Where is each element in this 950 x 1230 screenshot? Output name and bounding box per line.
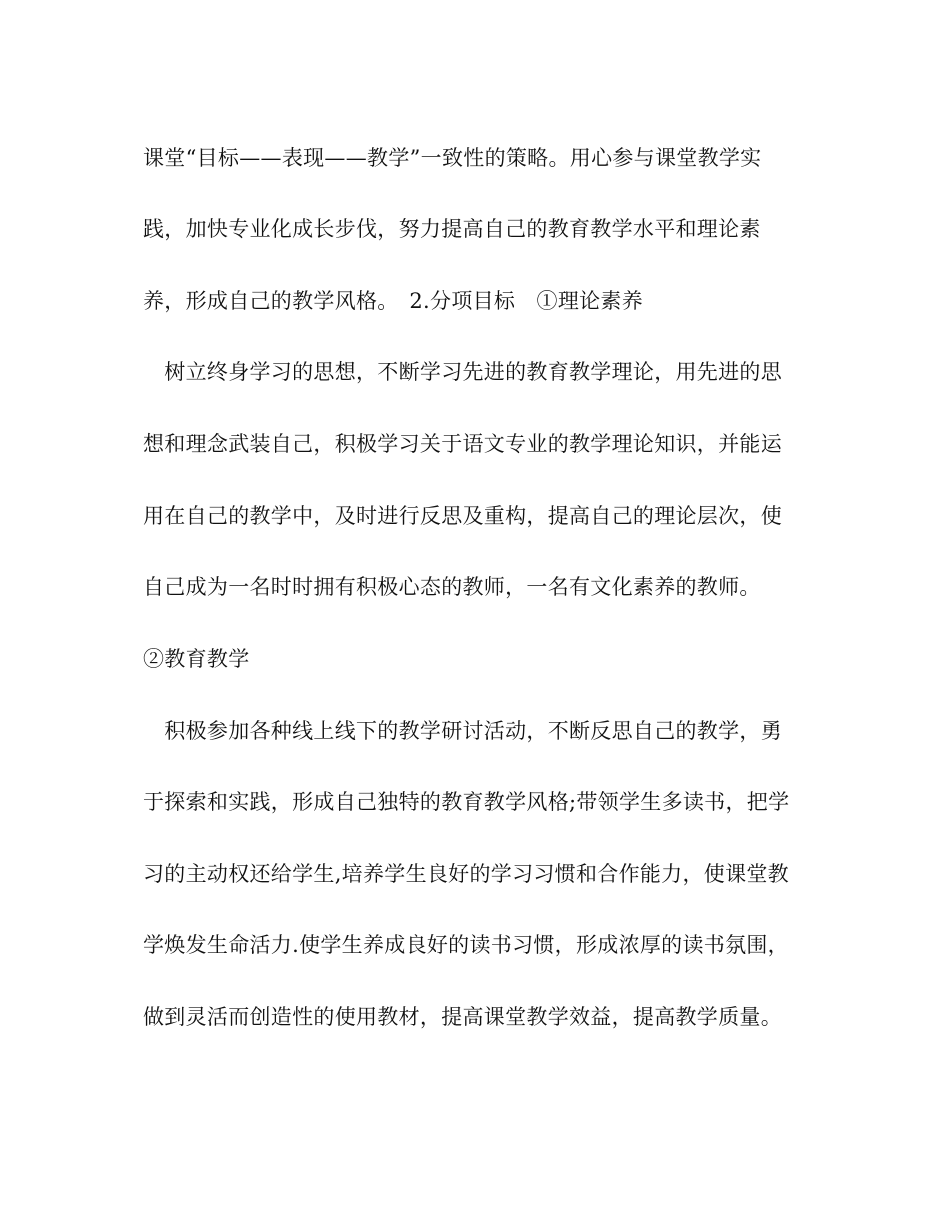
text-line-6: 用在自己的教学中，及时进行反思及重构，提高自己的理论层次，使 [143, 504, 782, 528]
section-heading: ②教育教学 [143, 647, 250, 671]
text-line-10: 于探索和实践，形成自己独特的教育教学风格;带领学生多读书，把学 [143, 790, 790, 814]
text-line-5: 想和理念武装自己，积极学习关于语文专业的教学理论知识，并能运 [143, 432, 782, 456]
text-line-13: 做到灵活而创造性的使用教材，提高课堂教学效益，提高教学质量。 [143, 1005, 782, 1029]
text-line-3: 养，形成自己的教学风格。 2.分项目标 ①理论素养 [143, 289, 644, 313]
text-line-4: 树立终身学习的思想，不断学习先进的教育教学理论，用先进的思 [143, 360, 782, 384]
text-line-9: 积极参加各种线上线下的教学研讨活动，不断反思自己的教学，勇 [143, 719, 782, 743]
text-line-11: 习的主动权还给学生,培养学生良好的学习习惯和合作能力，使课堂教 [143, 862, 789, 886]
text-line-1: 课堂“目标——表现——教学”一致性的策略。用心参与课堂教学实 [143, 146, 762, 170]
text-line-7: 自己成为一名时时拥有积极心态的教师，一名有文化素养的教师。 [143, 575, 761, 599]
text-line-12: 学焕发生命活力.使学生养成良好的读书习惯，形成浓厚的读书氛围， [143, 933, 789, 957]
text-line-2: 践，加快专业化成长步伐，努力提高自己的教育教学水平和理论素 [143, 217, 761, 241]
